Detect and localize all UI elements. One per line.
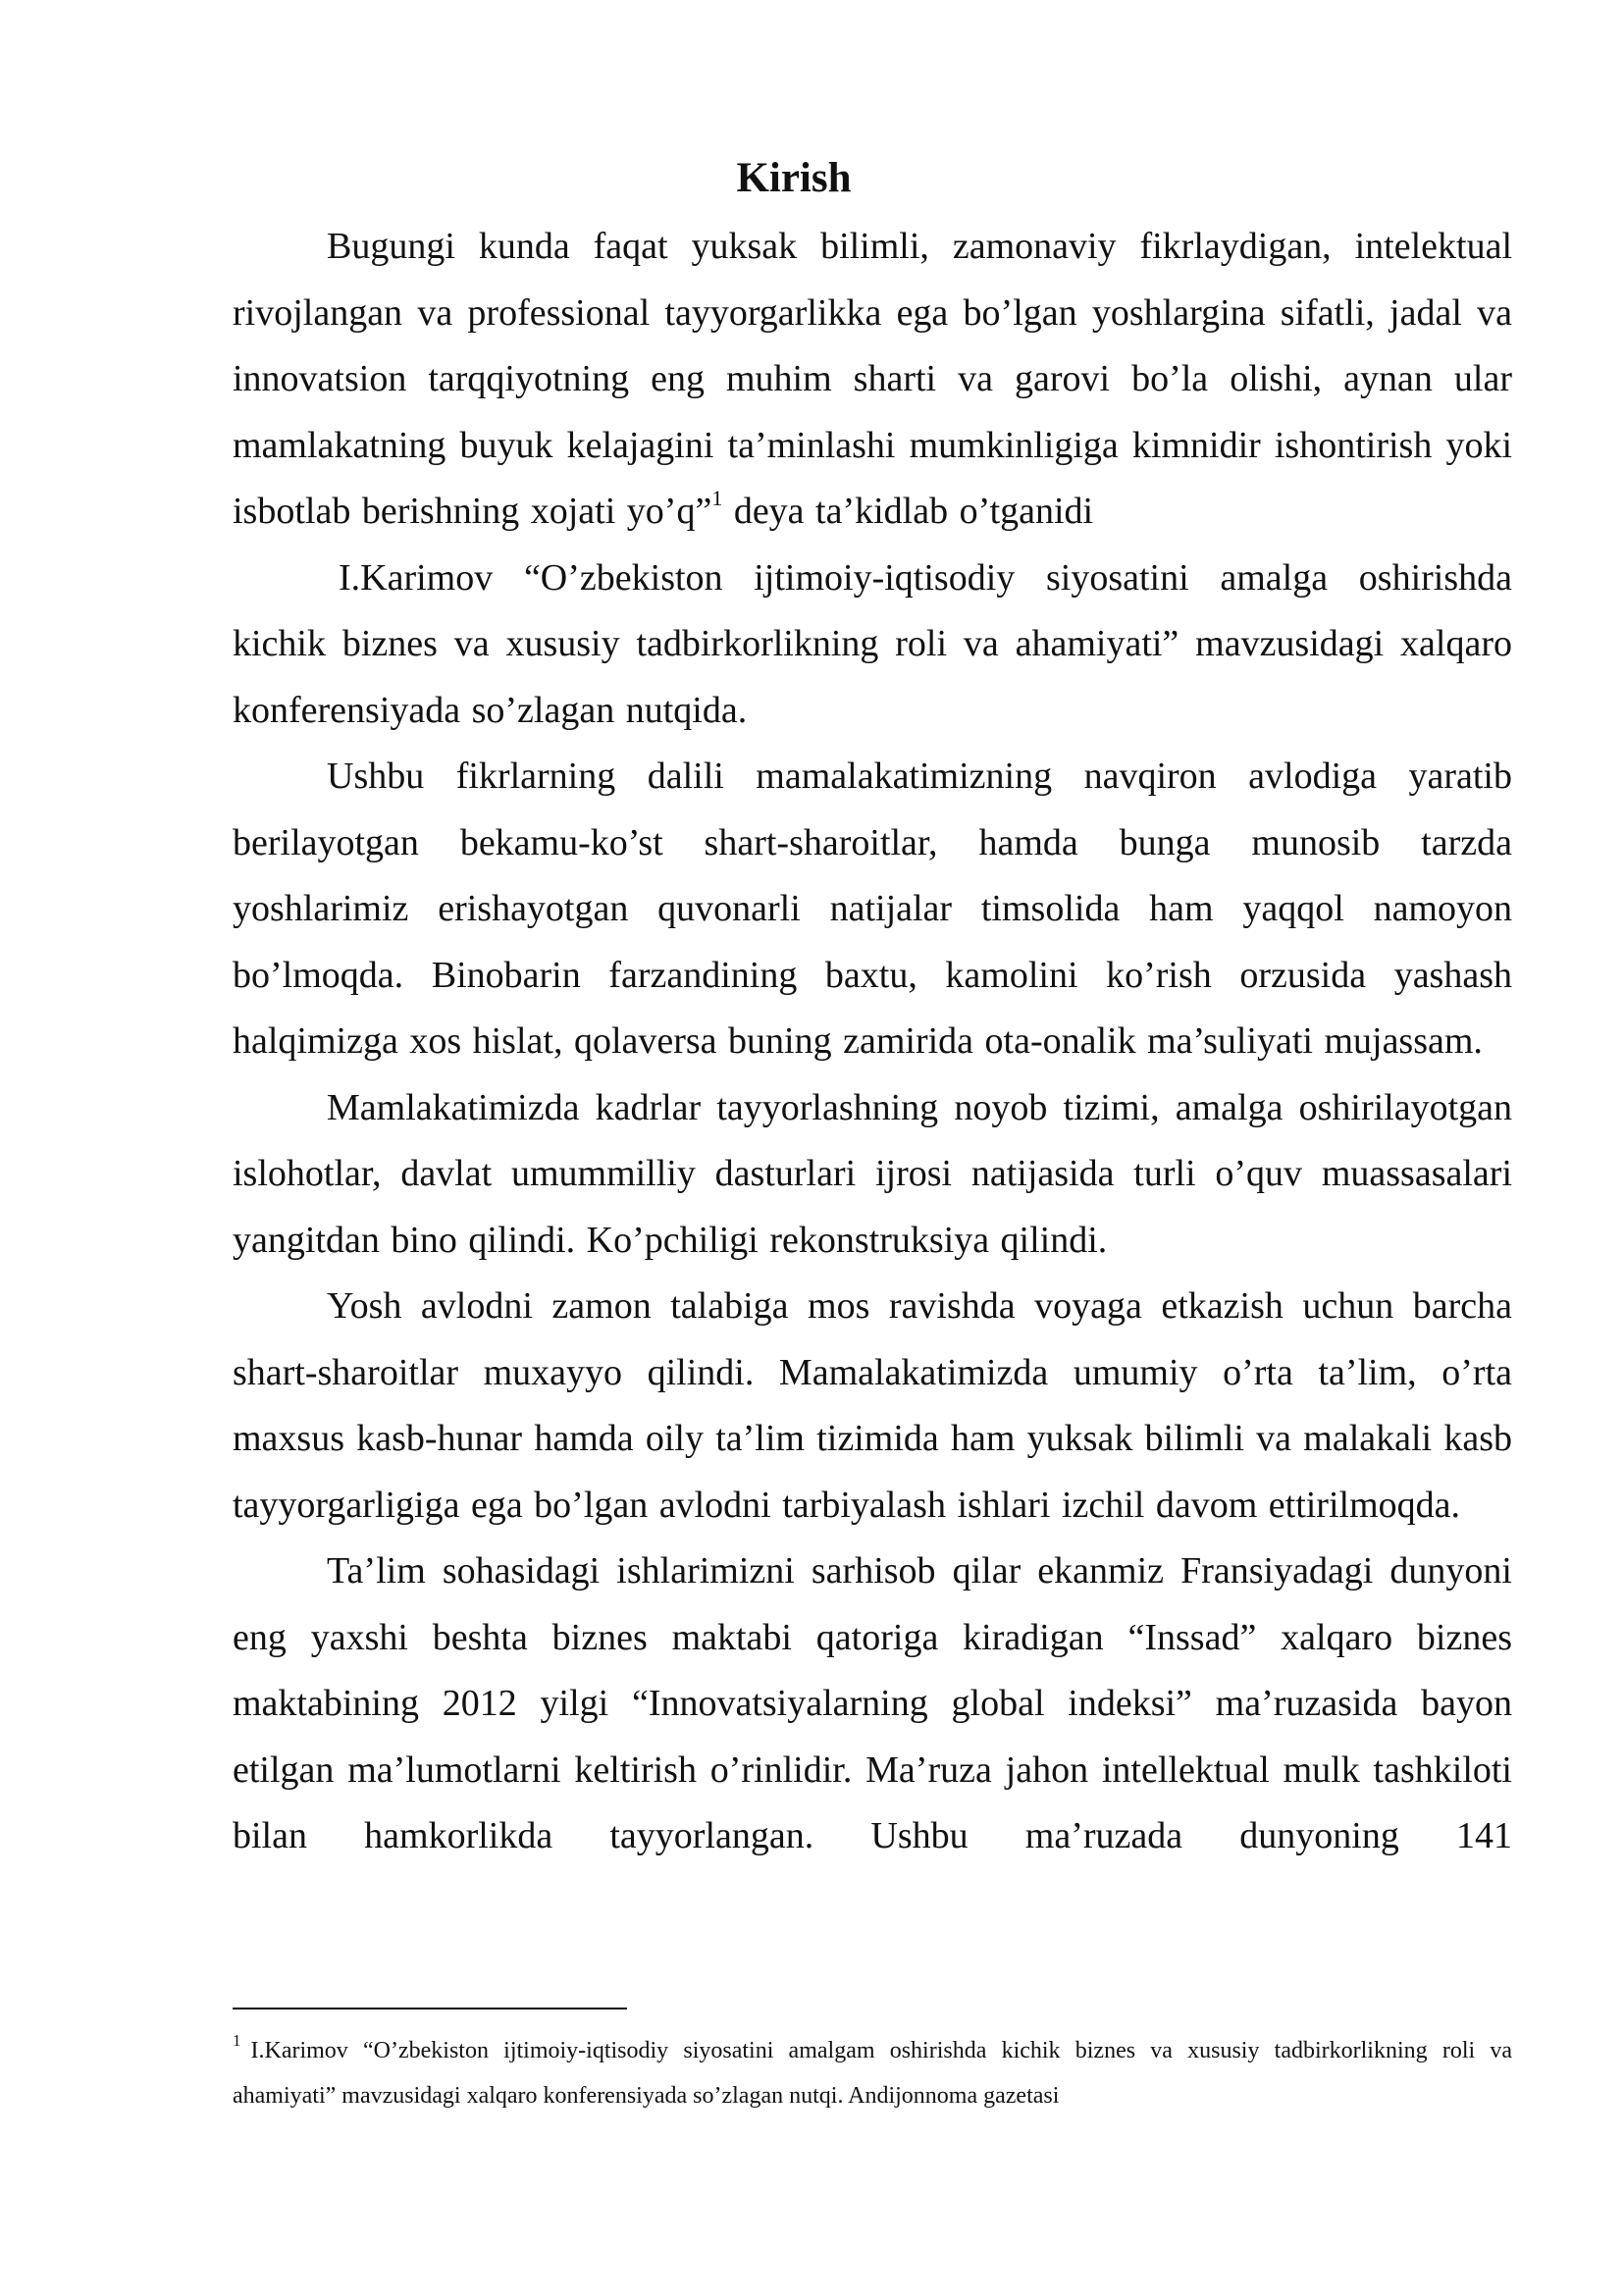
paragraph-2: I.Karimov “O’zbekiston ijtimoiy-iqtisodiy siyosatini amalga oshirishda kichik biznes va xususiy tadbirkorlikning roli va ahamiyati” mavzusidagi xalqaro konferensiyada so’zlagan nutqida. bbox=[233, 556, 1512, 731]
paragraph-1 bbox=[233, 214, 1512, 546]
page-title: Kirish bbox=[736, 155, 852, 201]
footnote-text: I.Karimov “O’zbekiston ijtimoiy-iqtisodiy siyosatini amalgam oshirishda kichik biznes va xususiy tadbirkorlikning roli va ahamiyati” mavzusidagi xalqaro konferensiyada so’zlagan nutqi. Andijonnoma gazetasi bbox=[233, 2038, 1512, 2109]
footnote-reference[interactable]: 1 bbox=[711, 486, 723, 511]
body-text bbox=[233, 214, 1512, 1870]
footnote-separator bbox=[233, 2008, 627, 2009]
paragraph-1-tail: deya ta’kidlab o’tganidi bbox=[722, 491, 1094, 532]
paragraph-6: Ta’lim sohasidagi ishlarimizni sarhisob qilar ekanmiz Fransiyadagi dunyoni eng yaxshi beshta biznes maktabi qatoriga kiradigan “Inssad” xalqaro biznes maktabining 2012 yilgi “Innovatsiyalarning global indeksi” ma’ruzasida bayon etilgan ma’lumotlarni keltirish o’rinlidir. Ma’ruza jahon intellektual mulk tashkiloti bilan hamkorlikda tayyorlangan. Ushbu ma’ruzada dunyoning 141 bbox=[233, 1550, 1512, 1856]
footnote bbox=[233, 2021, 1512, 2118]
paragraph-3: Ushbu fikrlarning dalili mamalakatimizning navqiron avlodiga yaratib berilayotgan bekamu-ko’st shart-sharoitlar, hamda bunga munosib tarzda yoshlarimiz erishayotgan quvonarli natijalar timsolida ham yaqqol namoyon bo’lmoqda. Binobarin farzandining baxtu, kamolini ko’rish orzusida yashash halqimizga xos hislat, qolaversa buning zamirida ota-onalik ma’suliyati mujassam. bbox=[233, 756, 1512, 1062]
paragraph-1-text: Bugungi kunda faqat yuksak bilimli, zamonaviy fikrlaydigan, intelektual rivojlangan va professional tayyorgarlikka ega bo’lgan yoshlargina sifatli, jadal va innovatsion tarqqiyotning eng muhim sharti va garovi bo’la olishi, aynan ular mamlakatning buyuk kelajagini ta’minlashi mumkinligiga kimnidir ishontirish yoki isbotlab berishning xojati yo’q” bbox=[233, 226, 1512, 532]
footnote-mark: 1 bbox=[233, 2031, 241, 2050]
paragraph-5: Yosh avlodni zamon talabiga mos ravishda voyaga etkazish uchun barcha shart-sharoitlar muxayyo qilindi. Mamalakatimizda umumiy o’rta ta’lim, o’rta maxsus kasb-hunar hamda oily ta’lim tizimida ham yuksak bilimli va malakali kasb tayyorgarligiga ega bo’lgan avlodni tarbiyalash ishlari izchil davom ettirilmoqda. bbox=[233, 1285, 1512, 1526]
paragraph-4: Mamlakatimizda kadrlar tayyorlashning noyob tizimi, amalga oshirilayotgan islohotlar, davlat umummilliy dasturlari ijrosi natijasida turli o’quv muassasalari yangitdan bino qilindi. Ko’pchiligi rekonstruksiya qilindi. bbox=[233, 1086, 1512, 1261]
